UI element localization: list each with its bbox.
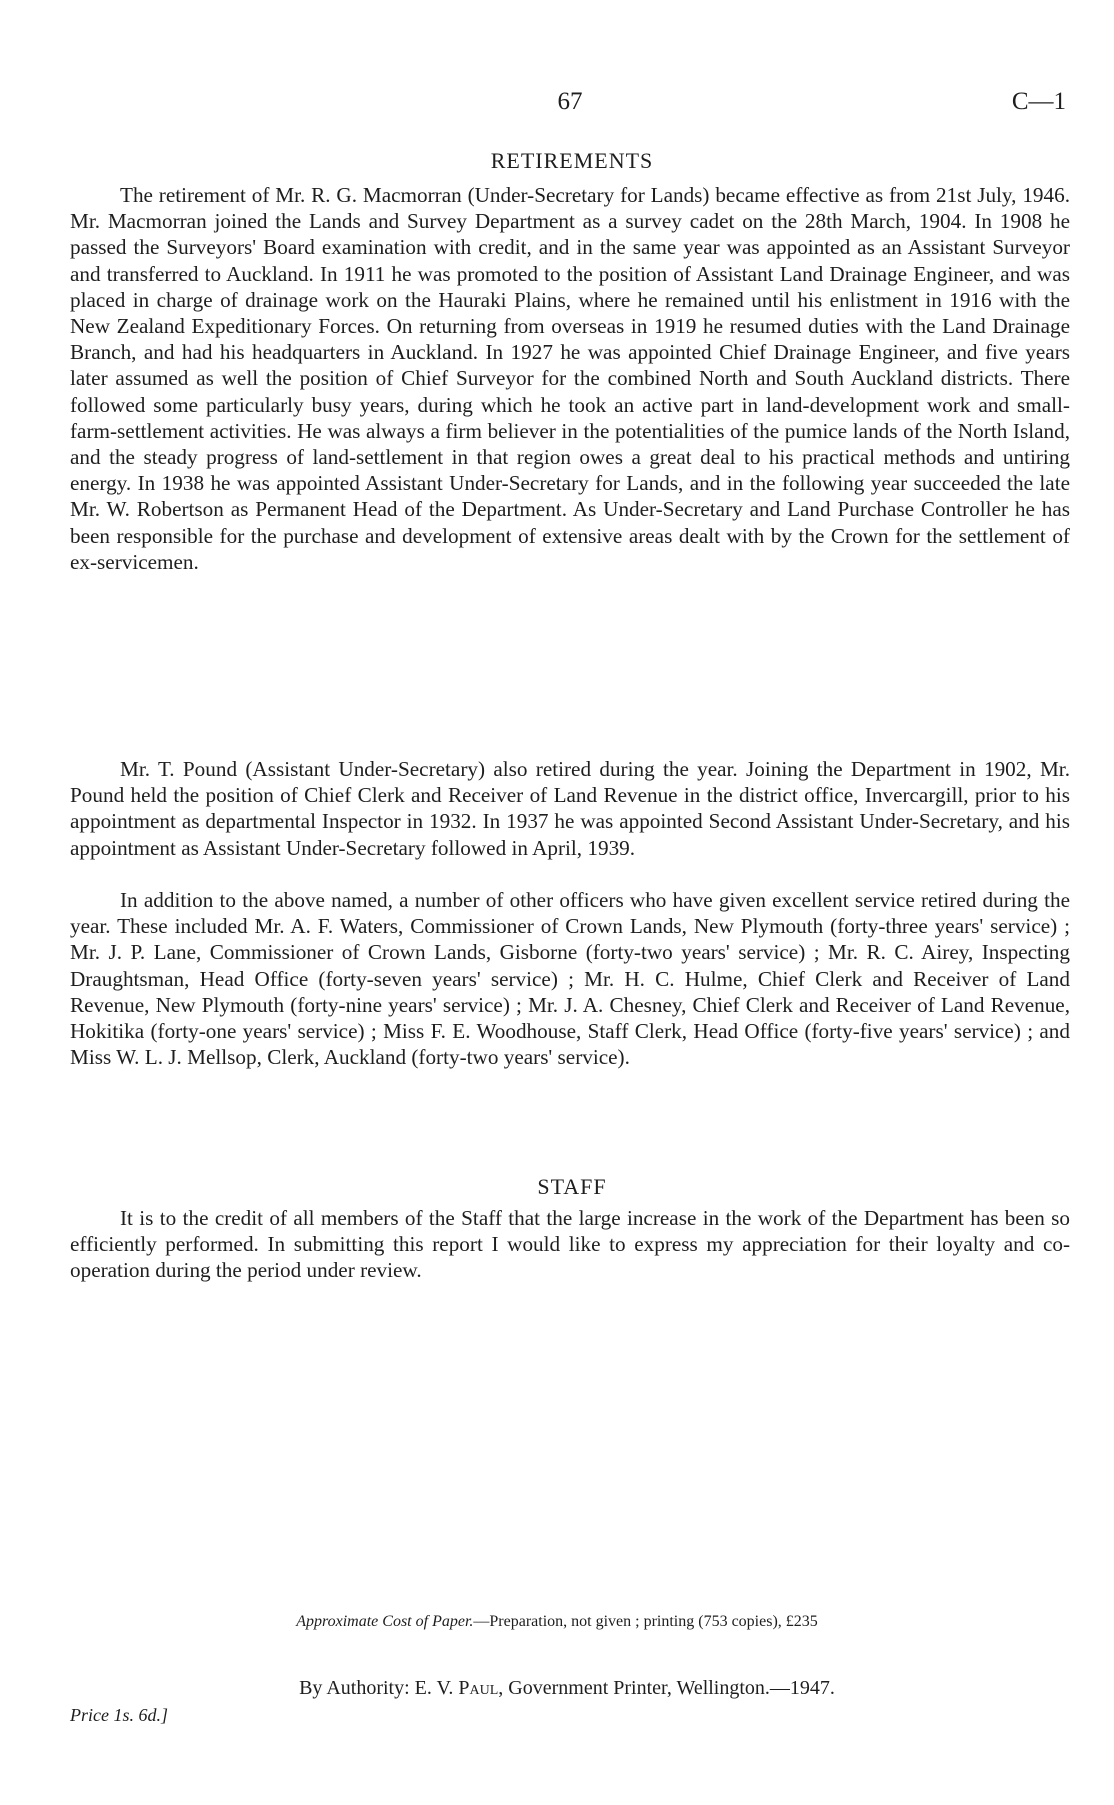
authority-prefix: By Authority: (299, 1677, 410, 1699)
cost-text: —Preparation, not given ; printing (753 copies), £235 (473, 1613, 818, 1630)
printer-initials: E. V. (414, 1677, 454, 1699)
paragraph-macmorran: The retirement of Mr. R. G. Macmorran (Under-Secretary for Lands) became effective as from 21st July, 1946. Mr. Macmorran joined the Lands and Survey Department as a survey cadet on the 28th March, 1904. In 1908 he passed the Surveyors' Board examination with credit, and in the same year was appointed as an Assistant Surveyor and transferred to Auckland. In 1911 he was promoted to the position of Assistant Land Drainage Engineer, and was placed in charge of drainage work on the Hauraki Plains, where he remained until his enlistment in 1916 with the New Zealand Expeditionary Forces. On returning from overseas in 1919 he resumed duties with the Land Drainage Branch, and had his headquarters in Auckland. In 1927 he was appointed Chief Drainage Engineer, and five years later assumed as well the position of Chief Surveyor for the combined North and South Auckland districts. There followed some particularly busy years, during which he took an active part in land-development work and small-farm-settlement activities. He was always a firm believer in the potentialities of the pumice lands of the North Island, and the steady progress of land-settlement in that region owes a great deal to his practical methods and untiring energy. In 1938 he was appointed Assistant Under-Secretary for Lands, and in the following year succeeded the late Mr. W. Robertson as Permanent Head of the Department. As Under-Secretary and Land Purchase Controller he has been responsible for the purchase and development of extensive areas dealt with by the Crown for the settlement of ex-servicemen. (70, 183, 1070, 574)
printer-rest: , Government Printer, Wellington.—1947. (498, 1677, 835, 1699)
cost-note (0, 1613, 1114, 1631)
paragraph-pound: Mr. T. Pound (Assistant Under-Secretary) also retired during the year. Joining the Department in 1902, Mr. Pound held the position of Chief Clerk and Receiver of Land Revenue in the district office, Invercargill, prior to his appointment as departmental Inspector in 1932. In 1937 he was appointed Second Assistant Under-Secretary, and his appointment as Assistant Under-Secretary followed in April, 1939. (70, 757, 1070, 860)
price: Price 1s. 6d.] (70, 1705, 168, 1725)
printer-surname: Paul (458, 1677, 499, 1699)
printer-authority (0, 1677, 1114, 1700)
paragraph-other-officers: In addition to the above named, a number of other officers who have given excellent service retired during the year. These included Mr. A. F. Waters, Commissioner of Crown Lands, New Plymouth (forty-three years' service) ; Mr. J. P. Lane, Commissioner of Crown Lands, Gisborne (forty-two years' service) ; Mr. R. C. Airey, Inspecting Draughtsman, Head Office (forty-seven years' service) ; Mr. H. C. Hulme, Chief Clerk and Receiver of Land Revenue, New Plymouth (forty-nine years' service) ; Mr. J. A. Chesney, Chief Clerk and Receiver of Land Revenue, Hokitika (forty-one years' service) ; Miss F. E. Woodhouse, Staff Clerk, Head Office (forty-five years' service) ; and Miss W. L. J. Mellsop, Clerk, Auckland (forty-two years' service). (70, 888, 1070, 1070)
paragraph-staff: It is to the credit of all members of the Staff that the large increase in the work of the Department has been so efficiently performed. In submitting this report I would like to express my appreciation for their loyalty and co-operation during the period under review. (70, 1206, 1070, 1283)
retirements-heading: RETIREMENTS (490, 148, 654, 173)
staff-heading: STAFF (537, 1174, 607, 1199)
page-number: 67 (557, 88, 583, 115)
cost-label: Approximate Cost of Paper. (296, 1613, 474, 1630)
document-code: C—1 (1011, 88, 1066, 115)
